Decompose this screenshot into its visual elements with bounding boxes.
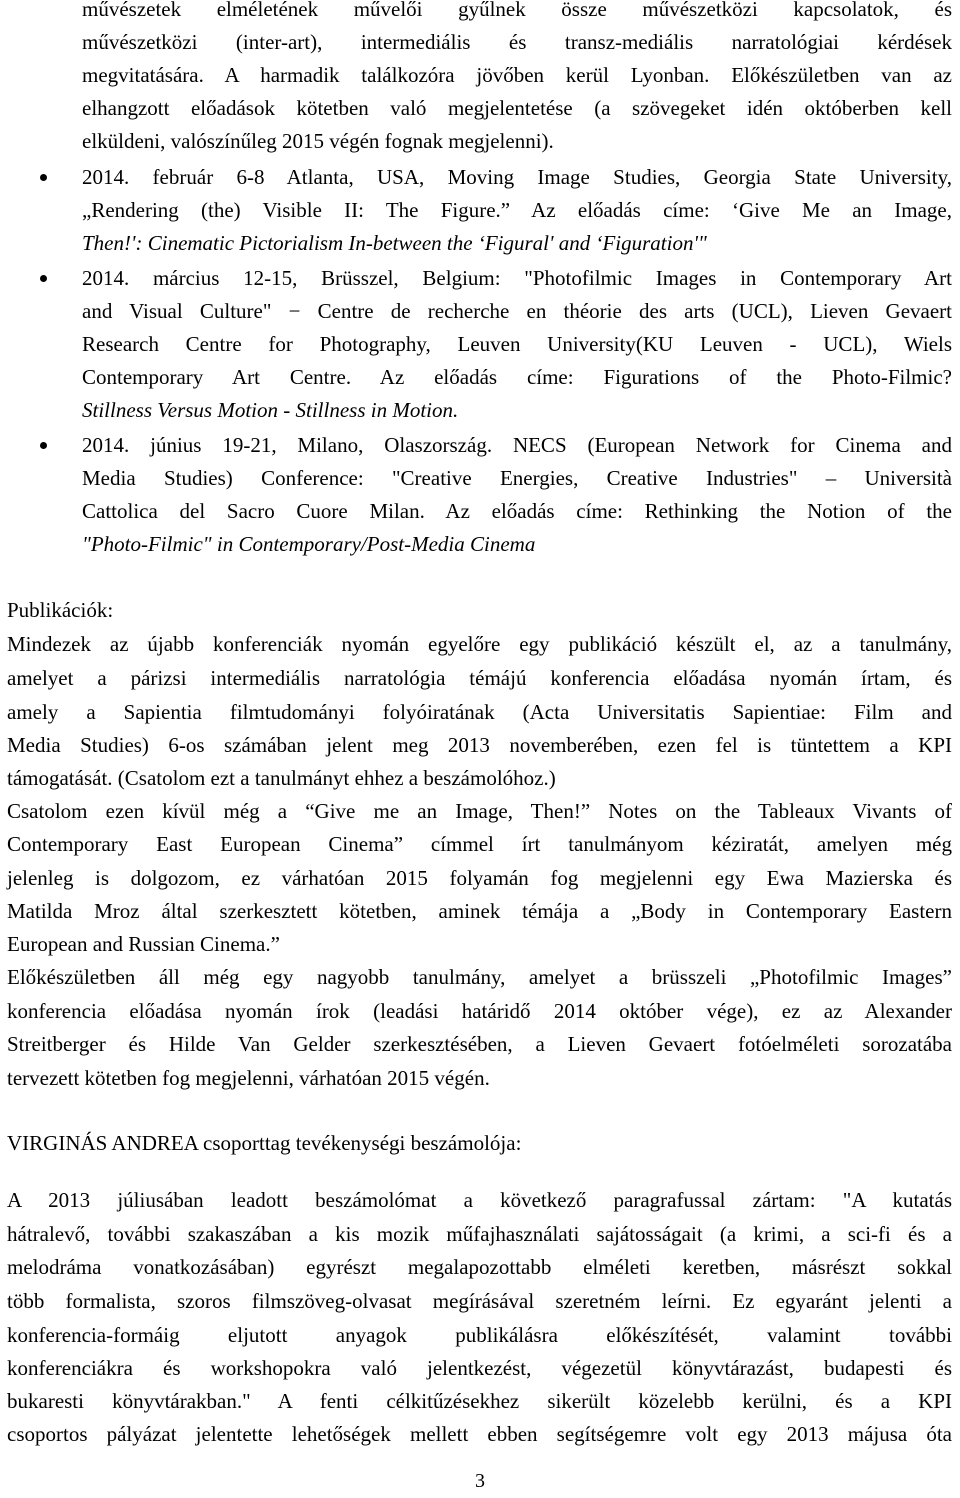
paragraph-line: jelenleg is dolgozom, ez várhatóan 2015 folyamán fog megjelenni egy Ewa Mazierska és (7, 866, 952, 890)
paragraph-line: amelyet a párizsi intermediális narratológia témájú konferencia előadása nyomán írtam, és (7, 666, 952, 690)
paragraph-line: Előkészületben áll még egy nagyobb tanulmány, amelyet a brüsszeli „Photofilmic Images” (7, 965, 952, 989)
paragraph-line: A 2013 júliusában leadott beszámolómat a következő paragrafussal zártam: "A kutatás (7, 1188, 952, 1212)
paragraph-line: Mindezek az újabb konferenciák nyomán egyelőre egy publikáció készült el, az a tanulmány, (7, 632, 952, 656)
bullet-icon (40, 442, 47, 449)
paragraph-line: bukaresti könyvtárakban." A fenti célkitűzésekhez sikerült közelebb kerülni, és a KPI (7, 1389, 952, 1413)
bullet-icon (40, 275, 47, 282)
paragraph-line: tervezett kötetben fog megjelenni, várhatóan 2015 végén. (7, 1066, 490, 1090)
paragraph-line: csoportos pályázat jelentette lehetőségek mellett ebben segítségemre volt egy 2013 májusa óta (7, 1422, 952, 1446)
page-number: 3 (475, 1470, 485, 1492)
section-heading: VIRGINÁS ANDREA csoporttag tevékenységi beszámolója: (7, 1131, 522, 1155)
bullet-icon (40, 174, 47, 181)
paragraph-line: Matilda Mroz által szerkesztett kötetben, aminek témája a „Body in Contemporary Eastern (7, 899, 952, 923)
list-item-line: Then!': Cinematic Pictorialism In-between the ‘Figural' and ‘Figuration'" (82, 231, 707, 255)
list-item-line: Contemporary Art Centre. Az előadás címe: Figurations of the Photo-Filmic? (82, 365, 952, 389)
list-item-line: Stillness Versus Motion - Stillness in Motion. (82, 398, 459, 422)
paragraph-line: konferenciákra és workshopokra való jelentkezést, végezetül könyvtárazást, budapesti és (7, 1356, 952, 1380)
list-item-line: 2014. március 12-15, Brüsszel, Belgium: "Photofilmic Images in Contemporary Art (82, 266, 952, 290)
list-item-line: Cattolica del Sacro Cuore Milan. Az előadás címe: Rethinking the Notion of the (82, 499, 952, 523)
list-item-line: Research Centre for Photography, Leuven University(KU Leuven - UCL), Wiels (82, 332, 952, 356)
paragraph-line: Media Studies) 6-os számában jelent meg 2013 novemberében, ezen fel is tüntettem a KPI (7, 733, 952, 757)
list-item-line: „Rendering (the) Visible II: The Figure.” Az előadás címe: ‘Give Me an Image, (82, 198, 952, 222)
list-item-line: 2014. június 19-21, Milano, Olaszország. NECS (European Network for Cinema and (82, 433, 952, 457)
paragraph-line: konferencia előadása nyomán írok (leadási határidő 2014 október vége), ez az Alexander (7, 999, 952, 1023)
text-line: művészetközi (inter-art), intermediális és transz-mediális narratológiai kérdések (82, 30, 952, 54)
text-line: elhangzott előadások kötetben való megjelentetése (a szövegeket idén októberben kell (82, 96, 952, 120)
text-line: elküldeni, valószínűleg 2015 végén fognak megjelenni). (82, 129, 554, 153)
paragraph-line: Contemporary East European Cinema” címmel írt tanulmányom kéziratát, amelyen még (7, 832, 952, 856)
list-item-line: Media Studies) Conference: "Creative Energies, Creative Industries" – Università (82, 466, 952, 490)
paragraph-line: European and Russian Cinema.” (7, 932, 280, 956)
paragraph-line: Streitberger és Hilde Van Gelder szerkesztésében, a Lieven Gevaert fotóelméleti sorozatába (7, 1032, 952, 1056)
paragraph-line: támogatását. (Csatolom ezt a tanulmányt ehhez a beszámolóhoz.) (7, 766, 556, 790)
paragraph-line: melodráma vonatkozásában) egyrészt megalapozottabb elméleti keretben, másrészt sokkal (7, 1255, 952, 1279)
text-line: megvitatására. A harmadik találkozóra jövőben kerül Lyonban. Előkészületben van az (82, 63, 952, 87)
section-heading: Publikációk: (7, 598, 114, 622)
text-line: művészetek elméletének művelői gyűlnek össze művészetközi kapcsolatok, és (82, 0, 952, 21)
paragraph-line: több formalista, szoros filmszöveg-olvasat megírásával szeretném leírni. Ez egyaránt jelenti a (7, 1289, 952, 1313)
list-item-line: 2014. február 6-8 Atlanta, USA, Moving Image Studies, Georgia State University, (82, 165, 952, 189)
paragraph-line: hátralevő, további szakaszában a kis mozik műfajhasználati sajátosságait (a krimi, a sci-fi és a (7, 1222, 952, 1246)
paragraph-line: Csatolom ezen kívül még a “Give me an Image, Then!” Notes on the Tableaux Vivants of (7, 799, 952, 823)
list-item-line: "Photo-Filmic" in Contemporary/Post-Media Cinema (82, 532, 536, 556)
paragraph-line: konferencia-formáig eljutott anyagok publikálásra előkészítését, valamint további (7, 1323, 952, 1347)
paragraph-line: amely a Sapientia filmtudományi folyóiratának (Acta Universitatis Sapientiae: Film and (7, 700, 952, 724)
list-item-line: and Visual Culture" − Centre de recherche en théorie des arts (UCL), Lieven Gevaert (82, 299, 952, 323)
